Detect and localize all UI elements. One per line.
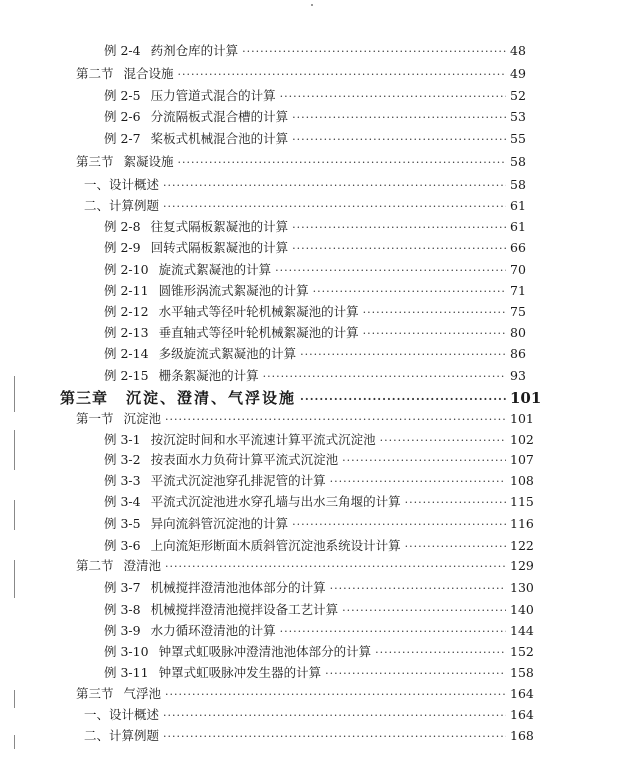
scan-margin-line: [14, 430, 15, 470]
toc-entry-number: 例 3-8: [104, 602, 141, 617]
toc-entry-title: 钟罩式虹吸脉冲澄清池池体部分的计算: [158, 644, 372, 659]
toc-entry-title: 异向流斜管沉淀池的计算: [150, 516, 289, 531]
toc-page-number: 66: [510, 240, 526, 255]
toc-page-number: 61: [510, 198, 526, 213]
toc-entry-number: 例 2-12: [104, 304, 149, 319]
dot-leader: [325, 665, 506, 683]
toc-page-number: 55: [510, 131, 526, 146]
toc-page-number: 75: [510, 304, 526, 319]
toc-page-number: 164: [510, 686, 534, 701]
toc-page-number: 58: [510, 154, 526, 169]
dot-leader: [178, 66, 506, 84]
dot-leader: [363, 304, 506, 322]
toc-example-entry: [104, 282, 532, 300]
toc-entry-number: 第二节: [76, 66, 114, 81]
toc-subsection-entry: [84, 706, 532, 724]
toc-entry-title: 二、计算例题: [84, 198, 160, 213]
toc-page-number: 53: [510, 109, 526, 124]
toc-entry-title: 往复式隔板絮凝池的计算: [150, 219, 289, 234]
toc-page-number: 107: [510, 452, 534, 467]
toc-example-entry: [104, 42, 532, 60]
toc-entry-title: 压力管道式混合的计算: [150, 88, 276, 103]
toc-section-entry: [76, 557, 532, 575]
toc-page-number: 101: [510, 389, 542, 407]
toc-example-entry: [104, 261, 532, 279]
toc-example-entry: [104, 303, 532, 321]
dot-leader: [380, 432, 506, 450]
dot-leader: [263, 368, 506, 386]
toc-page-number: 86: [510, 346, 526, 361]
toc-entry-title: 沉淀、澄清、气浮设施: [126, 389, 297, 407]
dot-leader: [342, 602, 506, 620]
toc-page-number: 93: [510, 368, 526, 383]
dot-leader: [313, 283, 506, 301]
dot-leader: [178, 154, 506, 172]
toc-entry-title: 分流隔板式混合槽的计算: [150, 109, 289, 124]
dot-leader: [165, 686, 506, 704]
toc-page-number: 52: [510, 88, 526, 103]
toc-subsection-entry: [84, 727, 532, 745]
toc-entry-title: 钟罩式虹吸脉冲发生器的计算: [158, 665, 322, 680]
toc-entry-number: 例 3-3: [104, 473, 141, 488]
toc-entry-number: 例 2-10: [104, 262, 149, 277]
toc-page-number: 158: [510, 665, 534, 680]
toc-entry-number: 例 3-4: [104, 494, 141, 509]
toc-example-entry: [104, 367, 532, 385]
dot-leader: [342, 452, 506, 470]
toc-entry-number: 例 2-11: [104, 283, 149, 298]
toc-entry-number: 第一节: [76, 411, 114, 426]
toc-entry-title: 栅条絮凝池的计算: [158, 368, 259, 383]
dot-leader: [330, 580, 506, 598]
dot-leader: [292, 516, 506, 534]
toc-entry-number: 例 2-14: [104, 346, 149, 361]
dot-leader: [163, 728, 506, 746]
toc-page-number: 108: [510, 473, 534, 488]
toc-example-entry: [104, 472, 532, 490]
dot-leader: [330, 473, 506, 491]
toc-entry-title: 水平轴式等径叶轮机械絮凝池的计算: [158, 304, 359, 319]
dot-leader: [163, 177, 506, 195]
toc-section-entry: [76, 410, 532, 428]
toc-entry-title: 上向流矩形断面木质斜管沉淀池系统设计计算: [150, 538, 401, 553]
dot-leader: [292, 219, 506, 237]
toc-entry-number: 例 2-5: [104, 88, 141, 103]
toc-section-entry: [76, 65, 532, 83]
dot-leader: [363, 325, 506, 343]
toc-entry-title: 药剂仓库的计算: [150, 43, 239, 58]
toc-subsection-entry: [84, 176, 532, 194]
dot-leader: [292, 109, 506, 127]
toc-page-number: 144: [510, 623, 534, 638]
toc-entry-title: 絮凝设施: [123, 154, 174, 169]
toc-page-number: 164: [510, 707, 534, 722]
toc-entry-number: 例 3-2: [104, 452, 141, 467]
dot-leader: [280, 88, 506, 106]
toc-entry-title: 回转式隔板絮凝池的计算: [150, 240, 289, 255]
toc-example-entry: [104, 431, 532, 449]
toc-section-entry: [76, 153, 532, 171]
toc-example-entry: [104, 218, 532, 236]
toc-example-entry: [104, 87, 532, 105]
toc-entry-title: 垂直轴式等径叶轮机械絮凝池的计算: [158, 325, 359, 340]
toc-entry-number: 例 3-6: [104, 538, 141, 553]
toc-page-number: 61: [510, 219, 526, 234]
toc-page-number: 130: [510, 580, 534, 595]
toc-page-number: 70: [510, 262, 526, 277]
dot-leader: [165, 411, 506, 429]
toc-entry-title: 水力循环澄清池的计算: [150, 623, 276, 638]
toc-page-number: 168: [510, 728, 534, 743]
toc-page-number: 115: [510, 494, 534, 509]
toc-example-entry: [104, 537, 532, 555]
dot-leader: [375, 644, 506, 662]
toc-page-number: 101: [510, 411, 534, 426]
toc-entry-number: 例 2-9: [104, 240, 141, 255]
dot-leader: [405, 494, 506, 512]
dot-leader: [242, 43, 506, 61]
dot-leader: [165, 558, 506, 576]
toc-entry-title: 机械搅拌澄清池搅拌设备工艺计算: [150, 602, 339, 617]
toc-example-entry: [104, 324, 532, 342]
dot-leader: [163, 707, 506, 725]
toc-example-entry: [104, 622, 532, 640]
toc-entry-title: 按沉淀时间和水平流速计算平流式沉淀池: [150, 432, 376, 447]
toc-entry-title: 圆锥形涡流式絮凝池的计算: [158, 283, 309, 298]
dot-leader: [405, 538, 506, 556]
toc-entry-title: 按表面水力负荷计算平流式沉淀池: [150, 452, 339, 467]
dot-leader: [300, 391, 506, 409]
toc-entry-number: 第三节: [76, 154, 114, 169]
dot-leader: [300, 346, 506, 364]
dot-leader: [163, 198, 506, 216]
toc-entry-number: 例 3-5: [104, 516, 141, 531]
toc-entry-number: 例 3-1: [104, 432, 141, 447]
dot-leader: [292, 131, 506, 149]
toc-example-entry: [104, 579, 532, 597]
toc-page-number: 102: [510, 432, 534, 447]
toc-section-entry: [76, 685, 532, 703]
toc-entry-title: 气浮池: [123, 686, 162, 701]
toc-entry-title: 一、设计概述: [84, 707, 160, 722]
scan-margin-line: [14, 376, 15, 412]
toc-entry-number: 例 2-6: [104, 109, 141, 124]
toc-entry-number: 第三节: [76, 686, 114, 701]
toc-example-entry: [104, 601, 532, 619]
toc-page-number: 49: [510, 66, 526, 81]
toc-entry-number: 例 2-4: [104, 43, 141, 58]
toc-entry-title: 平流式沉淀池穿孔排泥管的计算: [150, 473, 326, 488]
toc-chapter-entry: [60, 389, 542, 407]
toc-entry-title: 澄清池: [123, 558, 162, 573]
toc-page-number: 48: [510, 43, 526, 58]
toc-example-entry: [104, 493, 532, 511]
toc-page-number: 58: [510, 177, 526, 192]
toc-example-entry: [104, 664, 532, 682]
scan-margin-line: [14, 735, 15, 749]
scan-margin-line: [14, 560, 15, 598]
toc-entry-title: 二、计算例题: [84, 728, 160, 743]
toc-entry-title: 机械搅拌澄清池池体部分的计算: [150, 580, 326, 595]
toc-page-number: 80: [510, 325, 526, 340]
toc-example-entry: [104, 130, 532, 148]
dot-leader: [280, 623, 506, 641]
toc-page-number: 140: [510, 602, 534, 617]
toc-subsection-entry: [84, 197, 532, 215]
toc-entry-number: 例 2-13: [104, 325, 149, 340]
toc-entry-title: 桨板式机械混合池的计算: [150, 131, 289, 146]
toc-entry-title: 沉淀池: [123, 411, 162, 426]
toc-entry-number: 例 3-10: [104, 644, 149, 659]
toc-page-number: 116: [510, 516, 534, 531]
toc-page-number: 122: [510, 538, 534, 553]
toc-entry-number: 第三章: [60, 389, 109, 407]
toc-entry-number: 例 2-15: [104, 368, 149, 383]
toc-entry-title: 多级旋流式絮凝池的计算: [158, 346, 297, 361]
toc-entry-number: 例 3-11: [104, 665, 149, 680]
toc-example-entry: [104, 345, 532, 363]
toc-example-entry: [104, 239, 532, 257]
toc-example-entry: [104, 108, 532, 126]
toc-entry-title: 混合设施: [123, 66, 174, 81]
toc-page-number: 129: [510, 558, 534, 573]
toc-page-number: 71: [510, 283, 526, 298]
toc-example-entry: [104, 515, 532, 533]
toc-entry-number: 例 2-8: [104, 219, 141, 234]
toc-entry-title: 一、设计概述: [84, 177, 160, 192]
toc-entry-number: 例 3-7: [104, 580, 141, 595]
toc-example-entry: [104, 451, 532, 469]
toc-entry-number: 例 2-7: [104, 131, 141, 146]
scan-margin-line: [14, 690, 15, 708]
scan-speck: [311, 4, 313, 6]
dot-leader: [292, 240, 506, 258]
toc-example-entry: [104, 643, 532, 661]
toc-page-number: 152: [510, 644, 534, 659]
scan-margin-line: [14, 500, 15, 530]
toc-entry-number: 例 3-9: [104, 623, 141, 638]
dot-leader: [275, 262, 506, 280]
toc-entry-title: 旋流式絮凝池的计算: [158, 262, 272, 277]
toc-entry-title: 平流式沉淀池进水穿孔墙与出水三角堰的计算: [150, 494, 401, 509]
toc-entry-number: 第二节: [76, 558, 114, 573]
